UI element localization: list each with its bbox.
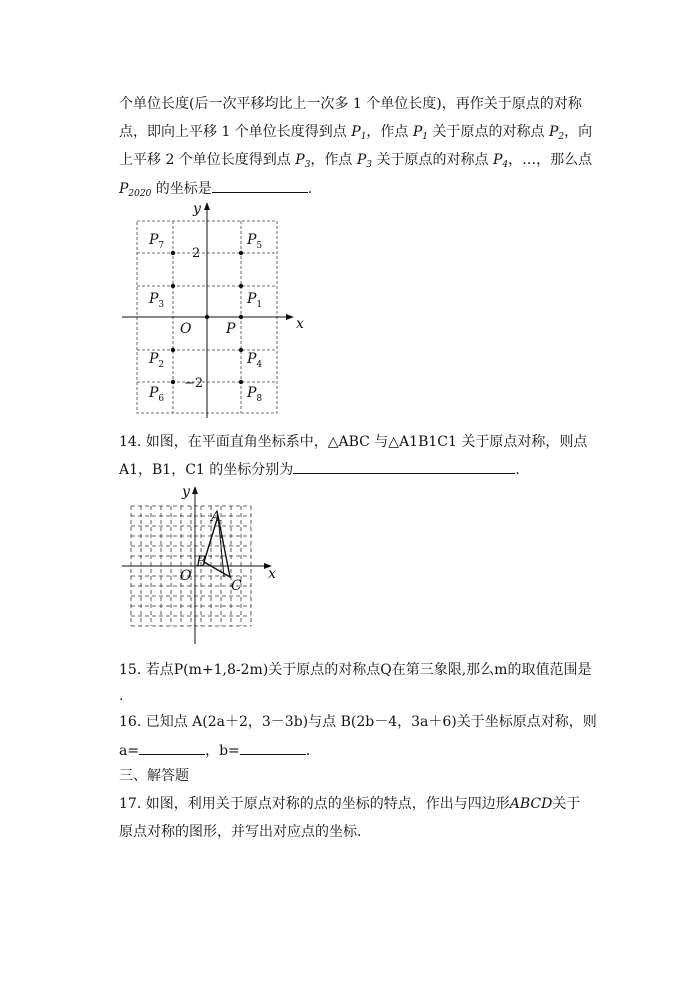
q17-line-1: 17. 如图，利用关于原点对称的点的坐标的特点，作出与四边形ABCD关于 <box>119 796 581 812</box>
figure-1-origin-label: O <box>180 321 192 337</box>
q13-line-1: 个单位长度(后一次平移均比上一次多 1 个单位长度)，再作关于原点的对称 <box>119 96 582 112</box>
point-p2020: $P_{2020}$ <box>119 181 152 199</box>
q14-line-2: A1，B1，C1 的坐标分别为 . <box>119 459 520 480</box>
figure-1-p-label: P <box>226 321 236 337</box>
figure-1-x-arrow-icon <box>286 314 294 320</box>
dot-p8 <box>239 380 243 384</box>
q17-line-2: 原点对称的图形，并写出对应点的坐标. <box>119 824 362 840</box>
point-p2: $P_2$ <box>548 124 565 142</box>
figure-1-y-arrow-icon <box>204 202 210 210</box>
dot-p <box>239 315 243 319</box>
answer-blank-b[interactable] <box>240 740 306 755</box>
figure-2-y-label: y <box>182 484 190 500</box>
dot-p6 <box>171 380 175 384</box>
figure-2-x-label: x <box>268 566 276 582</box>
dot-p3 <box>171 284 175 288</box>
figure-1-x-label: x <box>296 316 304 332</box>
q13-line-3: 上平移 2 个单位长度得到点 $P_3$，作点 $P_3$ 关于原点的对称点 $P_4$，…，那么点 <box>119 152 593 170</box>
figure-2-origin-label: O <box>180 568 192 584</box>
point-p3-ref: $P_3$ <box>356 152 373 170</box>
quadrilateral-abcd: ABCD <box>509 796 553 812</box>
label-p4: $P_4$ <box>247 351 263 370</box>
figure-2-triangle-grid <box>118 482 280 647</box>
point-p3: $P_3$ <box>295 152 311 170</box>
triangle-abc <box>204 516 230 577</box>
q16-line-2: a= ，b= . <box>119 740 310 761</box>
label-p8: $P_8$ <box>247 385 263 404</box>
figure-1-y-label: y <box>193 201 201 217</box>
point-p1-ref: $P_1$ <box>412 124 429 142</box>
label-p3: $P_3$ <box>149 291 165 310</box>
dot-p2 <box>171 348 175 352</box>
point-p4: $P_4$ <box>492 152 509 170</box>
label-p2: $P_2$ <box>149 351 165 370</box>
triangle-inner-line <box>218 516 224 577</box>
label-p6: $P_6$ <box>149 385 165 404</box>
dot-p5 <box>239 251 243 255</box>
label-p7: $P_7$ <box>149 232 165 251</box>
figure-2-a-label: A <box>211 509 222 525</box>
figure-1-coordinate-grid <box>118 196 308 424</box>
q16-line-1: 16. 已知点 A(2a＋2，3－3b)与点 B(2b－4，3a＋6)关于坐标原点对称，则 <box>119 714 597 730</box>
answer-blank-a[interactable] <box>139 740 205 755</box>
section-3-title: 三、解答题 <box>119 768 189 784</box>
dot-origin <box>205 315 209 319</box>
figure-1-tick-2: 2 <box>192 246 201 261</box>
figure-2-c-label: C <box>231 578 242 594</box>
label-p5: $P_5$ <box>247 232 263 251</box>
dot-p7 <box>171 251 175 255</box>
q13-line-4: $P_{2020}$ 的坐标是 . <box>119 178 312 204</box>
dot-p1 <box>239 284 243 288</box>
q15-line-2: . <box>119 688 124 704</box>
figure-1-tick-neg-2: −2 <box>184 376 204 391</box>
label-p1: $P_1$ <box>247 291 263 310</box>
answer-blank-q14[interactable] <box>293 459 515 474</box>
q14-line-1: 14. 如图，在平面直角坐标系中，△ABC 与△A1B1C1 关于原点对称，则点 <box>119 434 588 450</box>
point-p1: $P_1$ <box>351 124 367 142</box>
figure-2-y-arrow-icon <box>192 486 198 494</box>
dot-p4 <box>239 348 243 352</box>
q13-line-2: 点，即向上平移 1 个单位长度得到点 $P_1$，作点 $P_1$ 关于原点的对称点 $P_2$，向 <box>119 124 593 142</box>
q15-line-1: 15. 若点P(m+1,8-2m)关于原点的对称点Q在第三象限,那么m的取值范围是 <box>119 662 592 678</box>
figure-2-b-label: B <box>196 554 207 570</box>
answer-blank-q13[interactable] <box>212 178 308 193</box>
